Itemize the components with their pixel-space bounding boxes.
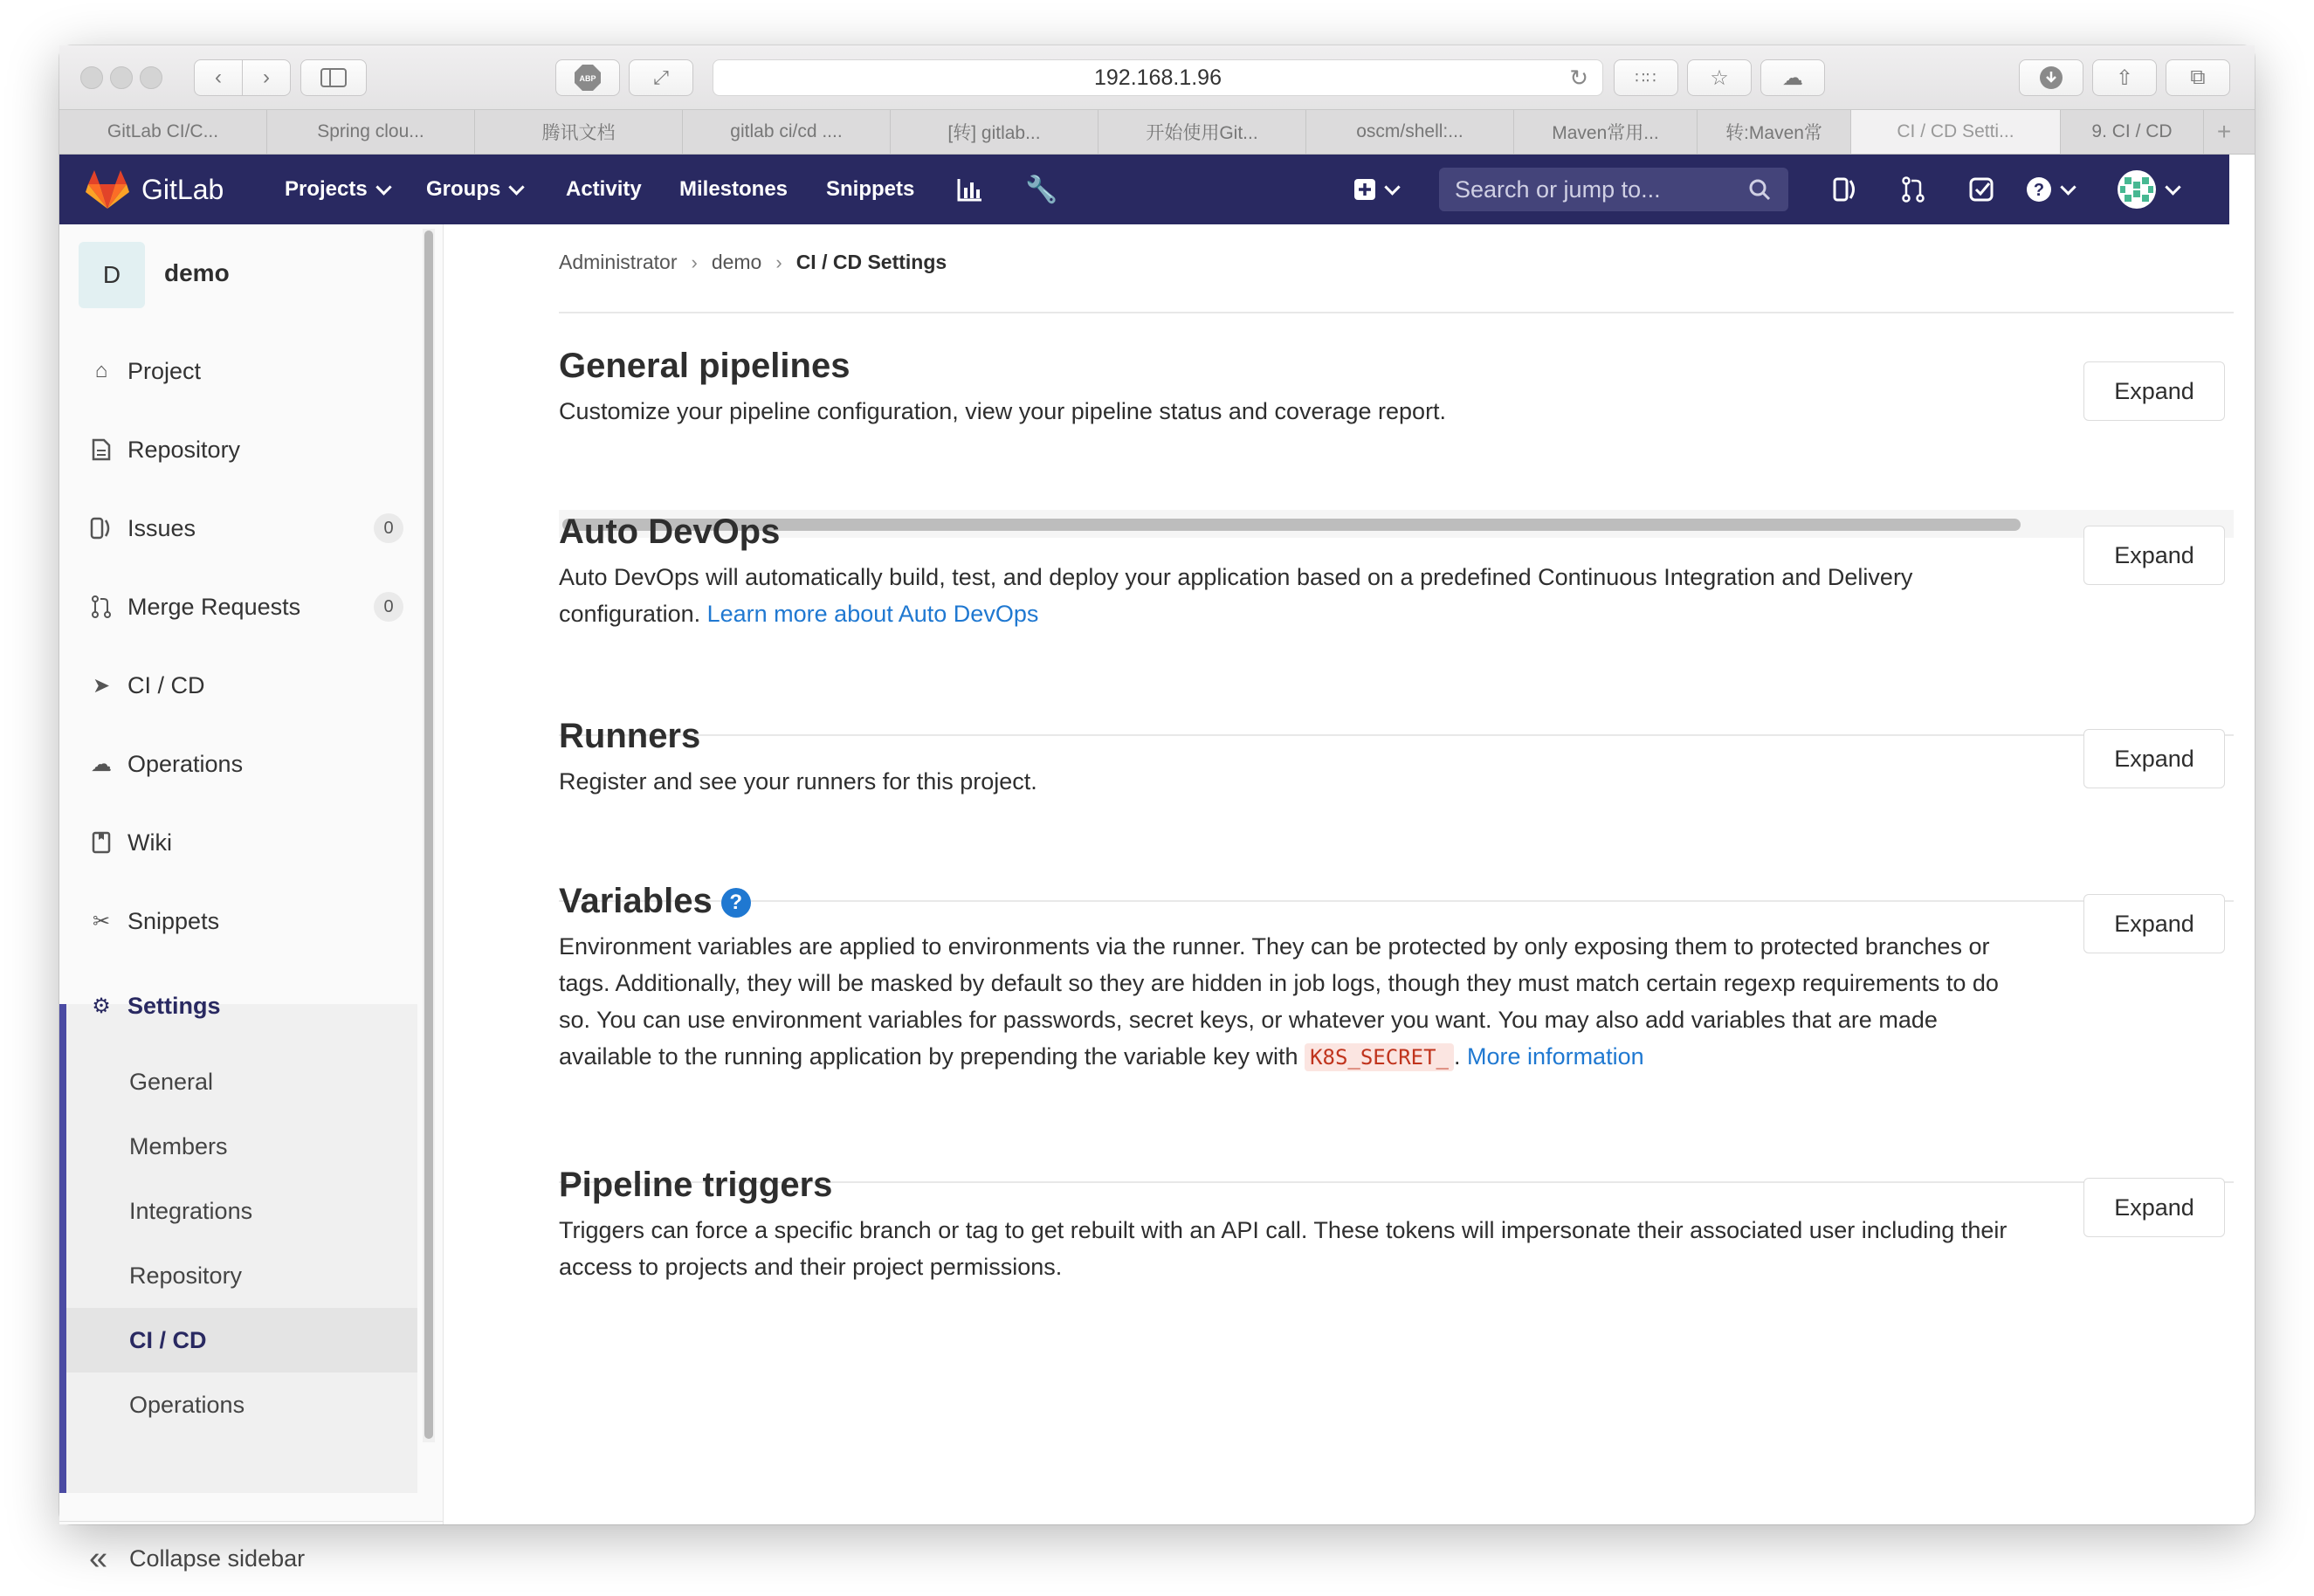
sidebar-item-label: Settings bbox=[127, 992, 221, 1019]
icloud-button[interactable] bbox=[1760, 59, 1825, 96]
sidebar-item-label: CI / CD bbox=[127, 671, 205, 698]
browser-tab[interactable]: gitlab ci/cd .... bbox=[683, 110, 891, 154]
browser-tab[interactable]: oscm/shell:... bbox=[1306, 110, 1514, 154]
project-avatar[interactable]: D bbox=[79, 242, 145, 308]
question-circle-icon[interactable]: ? bbox=[721, 888, 751, 918]
sidebar-item-merge-requests[interactable] bbox=[59, 568, 417, 646]
url-text: 192.168.1.96 bbox=[1094, 65, 1222, 90]
forward-button[interactable] bbox=[242, 59, 291, 96]
sidebar-item-project[interactable] bbox=[59, 332, 417, 410]
sidebar-icon bbox=[320, 68, 347, 87]
sidebar-item-issues[interactable] bbox=[59, 489, 417, 568]
search-input[interactable] bbox=[1439, 168, 1788, 211]
adblock-icon bbox=[574, 64, 602, 92]
browser-tab[interactable]: 转:Maven常 bbox=[1698, 110, 1851, 154]
expand-runners-button[interactable]: Expand bbox=[2083, 729, 2225, 788]
tabs-icon: ⧉ bbox=[2190, 65, 2206, 89]
chevron-down-icon bbox=[375, 179, 391, 195]
expand-auto-devops-button[interactable]: Expand bbox=[2083, 526, 2225, 585]
plus-square-icon bbox=[1353, 178, 1376, 201]
star-icon: ☆ bbox=[1710, 65, 1729, 90]
book-icon bbox=[89, 830, 114, 855]
variables-desc-after: . bbox=[1454, 1043, 1468, 1070]
expand-arrows-icon: ⤢ bbox=[653, 66, 669, 88]
tabs-overview-button[interactable] bbox=[2166, 59, 2230, 96]
browser-window bbox=[59, 45, 2255, 1577]
section-desc-general-pipelines: Customize your pipeline configuration, view your pipeline status and coverage report. bbox=[559, 398, 1447, 424]
horizontal-scrollbar-thumb[interactable] bbox=[562, 519, 2021, 531]
todo-check-icon bbox=[1968, 176, 1994, 203]
auto-devops-desc-text: Auto DevOps will automatically build, test, and deploy your application based on a predefined Continuous Integration and Delivery configuration. bbox=[559, 564, 1913, 627]
sidebar-item-snippets[interactable] bbox=[59, 882, 417, 960]
browser-tab[interactable]: 腾讯文档 bbox=[475, 110, 683, 154]
gitlab-home-link[interactable] bbox=[86, 155, 224, 224]
close-window-button[interactable] bbox=[80, 66, 103, 89]
sidebar-item-repository[interactable] bbox=[59, 410, 417, 489]
k8s-secret-code: K8S_SECRET_ bbox=[1305, 1043, 1454, 1071]
section-title-runners: Runners bbox=[559, 717, 701, 755]
cloud-icon: ☁ bbox=[1782, 65, 1803, 90]
new-tab-button[interactable]: + bbox=[2216, 118, 2232, 145]
double-chevron-left-icon: « bbox=[89, 1539, 108, 1577]
issues-icon bbox=[1832, 176, 1858, 203]
sidebar-item-label: Project bbox=[127, 357, 202, 384]
sidebar-toggle-button[interactable] bbox=[300, 59, 367, 96]
sidebar-item-label: Operations bbox=[127, 750, 244, 777]
share-icon: ⇧ bbox=[2115, 65, 2134, 90]
settings-sub-members[interactable]: Members bbox=[129, 1132, 228, 1159]
browser-tab[interactable]: Maven常用... bbox=[1514, 110, 1698, 154]
browser-toolbar bbox=[59, 45, 2255, 109]
divider bbox=[559, 734, 2234, 736]
nav-projects-label: Projects bbox=[285, 177, 368, 201]
section-desc-pipeline-triggers: Triggers can force a specific branch or tag to get rebuilt with an API call. These tokens will impersonate their associated user including their access to projects and their project permissions. bbox=[559, 1217, 2008, 1280]
home-icon: ⌂ bbox=[94, 359, 108, 382]
sidebar-item-label: Snippets bbox=[127, 907, 220, 934]
sidebar-item-label: Issues bbox=[127, 514, 196, 541]
section-title-auto-devops: Auto DevOps bbox=[559, 513, 781, 551]
section-desc-variables bbox=[559, 928, 2026, 1076]
avatar bbox=[2117, 169, 2157, 210]
chevron-down-icon bbox=[509, 179, 525, 195]
sidebar-item-label: Wiki bbox=[127, 829, 172, 856]
browser-tab[interactable]: 开始使用Git... bbox=[1098, 110, 1306, 154]
zoom-window-button[interactable] bbox=[140, 66, 162, 89]
question-circle-icon bbox=[2026, 176, 2052, 203]
chevron-right-icon: › bbox=[263, 65, 270, 89]
bookmark-button[interactable] bbox=[1687, 59, 1752, 96]
main-content bbox=[444, 224, 2229, 1524]
sidebar-item-operations[interactable] bbox=[59, 725, 417, 803]
breadcrumb-current[interactable]: CI / CD Settings bbox=[795, 251, 947, 273]
browser-tab[interactable]: [转] gitlab... bbox=[891, 110, 1098, 154]
breadcrumb bbox=[559, 251, 947, 274]
browser-tab[interactable]: Spring clou... bbox=[267, 110, 475, 154]
fullscreen-button[interactable] bbox=[629, 59, 693, 96]
collapse-sidebar-label: Collapse sidebar bbox=[129, 1544, 306, 1572]
breadcrumb-separator: › bbox=[775, 251, 782, 273]
nav-groups-label: Groups bbox=[426, 177, 501, 201]
nav-admin-link[interactable] bbox=[1025, 155, 1057, 224]
more-information-link[interactable]: More information bbox=[1467, 1043, 1644, 1070]
sidebar-item-wiki[interactable] bbox=[59, 803, 417, 882]
reload-icon[interactable]: ↻ bbox=[1569, 64, 1588, 91]
chevron-down-icon bbox=[1384, 179, 1400, 195]
merge-request-icon bbox=[1900, 175, 1926, 203]
extensions-grid-button[interactable] bbox=[1614, 59, 1678, 96]
nav-chart-link[interactable] bbox=[957, 155, 983, 224]
download-icon bbox=[2039, 65, 2063, 90]
browser-tab[interactable]: GitLab CI/C... bbox=[59, 110, 267, 154]
gitlab-logo-icon bbox=[86, 169, 129, 210]
section-desc-runners: Register and see your runners for this project. bbox=[559, 768, 1037, 795]
settings-sub-general[interactable]: General bbox=[129, 1068, 214, 1095]
merge-request-icon bbox=[89, 595, 114, 619]
back-button[interactable] bbox=[194, 59, 243, 96]
sidebar-item-ci-cd[interactable] bbox=[59, 646, 417, 725]
nav-projects-dropdown[interactable] bbox=[285, 155, 389, 224]
issues-count-badge: 0 bbox=[374, 513, 403, 543]
breadcrumb-separator: › bbox=[691, 251, 698, 273]
sidebar-scrollbar-thumb[interactable] bbox=[424, 230, 433, 1439]
issues-icon bbox=[89, 516, 114, 540]
merge-requests-count-badge: 0 bbox=[374, 592, 403, 622]
address-bar[interactable] bbox=[713, 59, 1603, 96]
svg-text:ABP: ABP bbox=[579, 74, 596, 83]
project-name[interactable]: demo bbox=[164, 259, 230, 286]
help-dropdown[interactable] bbox=[2026, 155, 2074, 224]
tab-bar bbox=[59, 109, 2255, 155]
chevron-down-icon bbox=[2165, 179, 2180, 195]
svg-text:?: ? bbox=[2033, 181, 2045, 200]
variables-title-text: Variables bbox=[559, 882, 713, 920]
breadcrumb-item[interactable]: Administrator bbox=[559, 251, 678, 273]
gear-icon: ⚙ bbox=[92, 994, 111, 1018]
minimize-window-button[interactable] bbox=[110, 66, 133, 89]
nav-activity-link[interactable]: Activity bbox=[566, 177, 642, 201]
breadcrumb-item[interactable]: demo bbox=[711, 251, 762, 273]
sidebar-item-label: Repository bbox=[127, 436, 241, 463]
section-title-general-pipelines: General pipelines bbox=[559, 347, 851, 385]
divider bbox=[559, 900, 2234, 902]
brand-name: GitLab bbox=[141, 173, 224, 205]
nav-milestones-link[interactable]: Milestones bbox=[679, 177, 789, 201]
section-title-pipeline-triggers: Pipeline triggers bbox=[559, 1166, 833, 1204]
section-title-variables bbox=[559, 882, 751, 921]
chart-icon bbox=[957, 177, 983, 202]
new-item-dropdown[interactable] bbox=[1353, 155, 1398, 224]
settings-sub-repository[interactable]: Repository bbox=[129, 1262, 243, 1289]
nav-snippets-link[interactable]: Snippets bbox=[826, 177, 915, 201]
settings-sub-operations[interactable]: Operations bbox=[129, 1391, 245, 1418]
settings-sub-integrations[interactable]: Integrations bbox=[129, 1197, 253, 1224]
downloads-button[interactable] bbox=[2019, 59, 2083, 96]
browser-tab[interactable]: 9. CI / CD bbox=[2061, 110, 2204, 154]
chevron-left-icon: ‹ bbox=[215, 65, 222, 89]
scissors-icon: ✂ bbox=[92, 909, 111, 933]
chevron-down-icon bbox=[2060, 179, 2076, 195]
nav-todos-link[interactable] bbox=[1968, 155, 1994, 224]
sidebar-item-label: Merge Requests bbox=[127, 593, 301, 620]
gitlab-navbar bbox=[59, 155, 2229, 224]
learn-more-auto-devops-link[interactable]: Learn more about Auto DevOps bbox=[706, 601, 1039, 627]
rocket-icon: ➤ bbox=[92, 673, 111, 698]
search-placeholder: Search or jump to... bbox=[1455, 175, 1661, 203]
divider bbox=[559, 312, 2234, 313]
browser-tab-active[interactable]: CI / CD Setti... bbox=[1851, 110, 2061, 154]
expand-pipeline-triggers-button[interactable]: Expand bbox=[2083, 1178, 2225, 1237]
cloud-gear-icon: ☁ bbox=[91, 752, 112, 776]
sidebar-item-settings[interactable] bbox=[59, 967, 417, 1045]
user-menu-dropdown[interactable] bbox=[2117, 155, 2179, 224]
variables-desc-text: Environment variables are applied to environments via the runner. They can be protected by only exposing them to protected branches or tags. Additionally, they will be masked by default so they are hidden in job logs, though they must match certain regexp requirements to do so. You can use environment variables for passwords, secret keys, or whatever you want. You may also add variables that are made available to the running application by prepending the variable key with bbox=[559, 933, 1999, 1070]
settings-sub-ci-cd[interactable]: CI / CD bbox=[66, 1308, 417, 1372]
section-desc-auto-devops bbox=[559, 559, 2026, 632]
document-icon bbox=[89, 437, 114, 462]
grid-icon: ∷∷ bbox=[1635, 68, 1657, 86]
expand-general-pipelines-button[interactable]: Expand bbox=[2083, 361, 2225, 421]
nav-issues-link[interactable] bbox=[1832, 155, 1858, 224]
nav-merge-requests-link[interactable] bbox=[1900, 155, 1926, 224]
search-icon bbox=[1748, 178, 1771, 201]
wrench-icon: 🔧 bbox=[1025, 175, 1058, 204]
expand-variables-button[interactable]: Expand bbox=[2083, 894, 2225, 953]
project-sidebar bbox=[59, 224, 444, 1577]
nav-groups-dropdown[interactable] bbox=[426, 155, 522, 224]
collapse-sidebar-button[interactable] bbox=[59, 1521, 444, 1595]
share-button[interactable] bbox=[2092, 59, 2157, 96]
adblock-button[interactable] bbox=[555, 59, 620, 96]
